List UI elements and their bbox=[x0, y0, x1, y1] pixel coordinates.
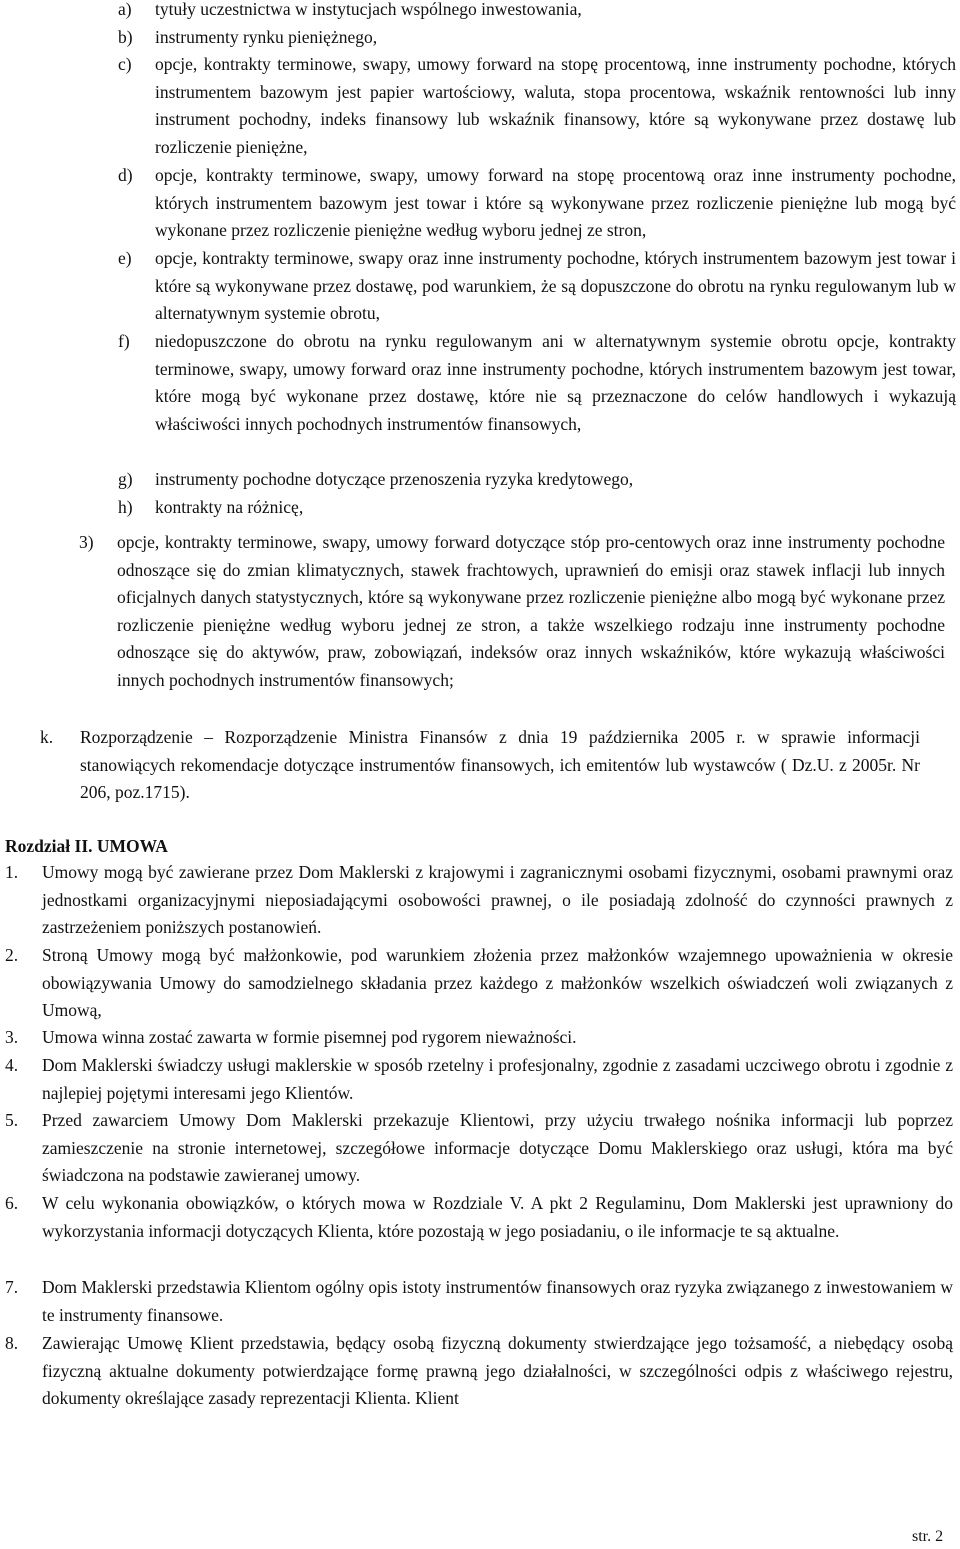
list-item-3 bbox=[79, 529, 945, 694]
item-label: c) bbox=[118, 54, 132, 74]
item-label: 3) bbox=[79, 532, 94, 552]
item-text: opcje, kontrakty terminowe, swapy oraz inne instrumenty pochodne, których instrumentem bazowym jest towar i które są wykonywane przez dostawę, pod warunkiem, że są dopuszczone do obrotu na rynku regulowanym lub w alternatywnym systemie obrotu, bbox=[155, 248, 956, 323]
numbered-item-8 bbox=[5, 1330, 953, 1413]
item-text: kontrakty na różnicę, bbox=[155, 497, 304, 517]
numbered-item-3 bbox=[5, 1024, 953, 1052]
item-text: instrumenty rynku pieniężnego, bbox=[155, 27, 378, 47]
item-label: f) bbox=[118, 331, 130, 351]
item-text: Dom Maklerski przedstawia Klientom ogólny opis istoty instrumentów finansowych oraz ryzyka związanego z inwestowaniem w te instrumenty finansowe. bbox=[42, 1277, 953, 1325]
item-label: d) bbox=[118, 165, 133, 185]
item-text: opcje, kontrakty terminowe, swapy, umowy forward dotyczące stóp pro-centowych oraz inne instrumenty pochodne odnoszące się do zmian klimatycznych, stawek frachtowych, uprawnień do emisji oraz stawek inflacji lub innych oficjalnych danych statystycznych, które są wykonywane przez rozliczenie pieniężne albo mogą być wykonane przez rozliczenie pieniężne według wyboru jednej ze stron, a także wszelkiego rodzaju inne instrumenty pochodne odnoszące się do aktywów, praw, zobowiązań, indeksów oraz innych wskaźników, które wykazują właściwości innych pochodnych instrumentów finansowych; bbox=[117, 532, 945, 690]
list-item-a bbox=[118, 0, 956, 24]
item-label: g) bbox=[118, 469, 133, 489]
item-label: h) bbox=[118, 497, 133, 517]
numbered-item-2 bbox=[5, 942, 953, 1025]
page-number: str. 2 bbox=[912, 1528, 944, 1545]
item-text: Przed zawarciem Umowy Dom Maklerski przekazuje Klientowi, przy użyciu trwałego nośnika informacji lub poprzez zamieszczenie na stronie internetowej, szczegółowe informacje dotyczące Domu Maklerskiego oraz usługi, która ma być świadczona na podstawie zawieranej umowy. bbox=[42, 1110, 953, 1185]
numbered-item-7 bbox=[5, 1274, 953, 1329]
item-text: Dom Maklerski świadczy usługi maklerskie w sposób rzetelny i profesjonalny, zgodnie z zasadami uczciwego obrotu i zgodnie z najlepiej pojętymi interesami jego Klientów. bbox=[42, 1055, 953, 1103]
list-item-g bbox=[118, 466, 956, 494]
item-text: instrumenty pochodne dotyczące przenoszenia ryzyka kredytowego, bbox=[155, 469, 634, 489]
item-label: 7. bbox=[5, 1277, 19, 1297]
item-text: opcje, kontrakty terminowe, swapy, umowy forward na stopę procentową, inne instrumenty pochodne, których instrumentem bazowym jest papier wartościowy, waluta, stopa procentowa, wskaźnik rentowności lub inny instrument pochodny, indeks finansowy lub wskaźnik finansowy, które są wykonywane przez dostawę lub rozliczenie pieniężne, bbox=[155, 54, 956, 157]
item-text: niedopuszczone do obrotu na rynku regulowanym ani w alternatywnym systemie obrotu opcje, kontrakty terminowe, swapy, umowy forward oraz inne instrumenty pochodne, których instrumentem bazowym jest towar, które mogą być wykonane przez dostawę, które nie są przeznaczone do celów handlowych i wykazują właściwości innych pochodnych instrumentów finansowych, bbox=[155, 331, 956, 434]
item-label: 1. bbox=[5, 862, 19, 882]
item-text: Stroną Umowy mogą być małżonkowie, pod warunkiem złożenia przez małżonków wzajemnego upoważnienia w okresie obowiązywania Umowy do samodzielnego składania przez każdego z małżonków wszelkich oświadczeń woli związanych z Umową, bbox=[42, 945, 953, 1020]
list-item-e bbox=[118, 245, 956, 328]
list-item-c bbox=[118, 51, 956, 161]
item-label: 5. bbox=[5, 1110, 19, 1130]
numbered-item-5 bbox=[5, 1107, 953, 1190]
item-text: opcje, kontrakty terminowe, swapy, umowy forward na stopę procentową oraz inne instrumenty pochodne, których instrumentem bazowym jest towar i które są wykonywane przez rozliczenie pieniężne lub mogą być wykonane przez rozliczenie pieniężne według wyboru jednej ze stron, bbox=[155, 165, 956, 240]
item-text: Umowy mogą być zawierane przez Dom Maklerski z krajowymi i zagranicznymi osobami fizycznymi, osobami prawnymi oraz jednostkami organizacyjnymi nieposiadającymi osobowości prawnej, o ile posiadają zdolność do czynności prawnych z zastrzeżeniem poniższych postanowień. bbox=[42, 862, 953, 937]
list-item-f bbox=[118, 328, 956, 438]
definition-item-k bbox=[40, 724, 920, 807]
item-text: Rozporządzenie – Rozporządzenie Ministra Finansów z dnia 19 października 2005 r. w sprawie informacji stanowiących rekomendacje dotyczące instrumentów finansowych, ich emitentów lub wystawców ( Dz.U. z 2005r. Nr 206, poz.1715). bbox=[80, 727, 920, 802]
list-item-d bbox=[118, 162, 956, 245]
item-label: b) bbox=[118, 27, 133, 47]
item-label: 3. bbox=[5, 1027, 19, 1047]
numbered-item-1 bbox=[5, 859, 953, 942]
numbered-item-4 bbox=[5, 1052, 953, 1107]
item-label: 8. bbox=[5, 1333, 19, 1353]
list-item-b bbox=[118, 24, 956, 52]
item-label: e) bbox=[118, 248, 132, 268]
item-label: a) bbox=[118, 0, 132, 19]
numbered-item-6 bbox=[5, 1190, 953, 1245]
item-label: k. bbox=[40, 727, 54, 747]
item-label: 2. bbox=[5, 945, 19, 965]
item-text: Zawierając Umowę Klient przedstawia, będący osobą fizyczną dokumenty stwierdzające jego tożsamość, a niebędący osobą fizyczną aktualne dokumenty potwierdzające formę prawną jego działalności, w szczególności odpis z właściwego rejestru, dokumenty określające zasady reprezentacji Klienta. Klient bbox=[42, 1333, 953, 1408]
item-label: 6. bbox=[5, 1193, 19, 1213]
list-item-h bbox=[118, 494, 956, 522]
section-heading: Rozdział II. UMOWA bbox=[5, 836, 168, 856]
item-text: Umowa winna zostać zawarta w formie pisemnej pod rygorem nieważności. bbox=[42, 1027, 577, 1047]
item-text: W celu wykonania obowiązków, o których mowa w Rozdziale V. A pkt 2 Regulaminu, Dom Maklerski jest uprawniony do wykorzystania informacji dotyczących Klienta, które pozostają w jego posiadaniu, o ile informacje te są aktualne. bbox=[42, 1193, 953, 1241]
item-text: tytuły uczestnictwa w instytucjach wspólnego inwestowania, bbox=[155, 0, 582, 19]
item-label: 4. bbox=[5, 1055, 19, 1075]
